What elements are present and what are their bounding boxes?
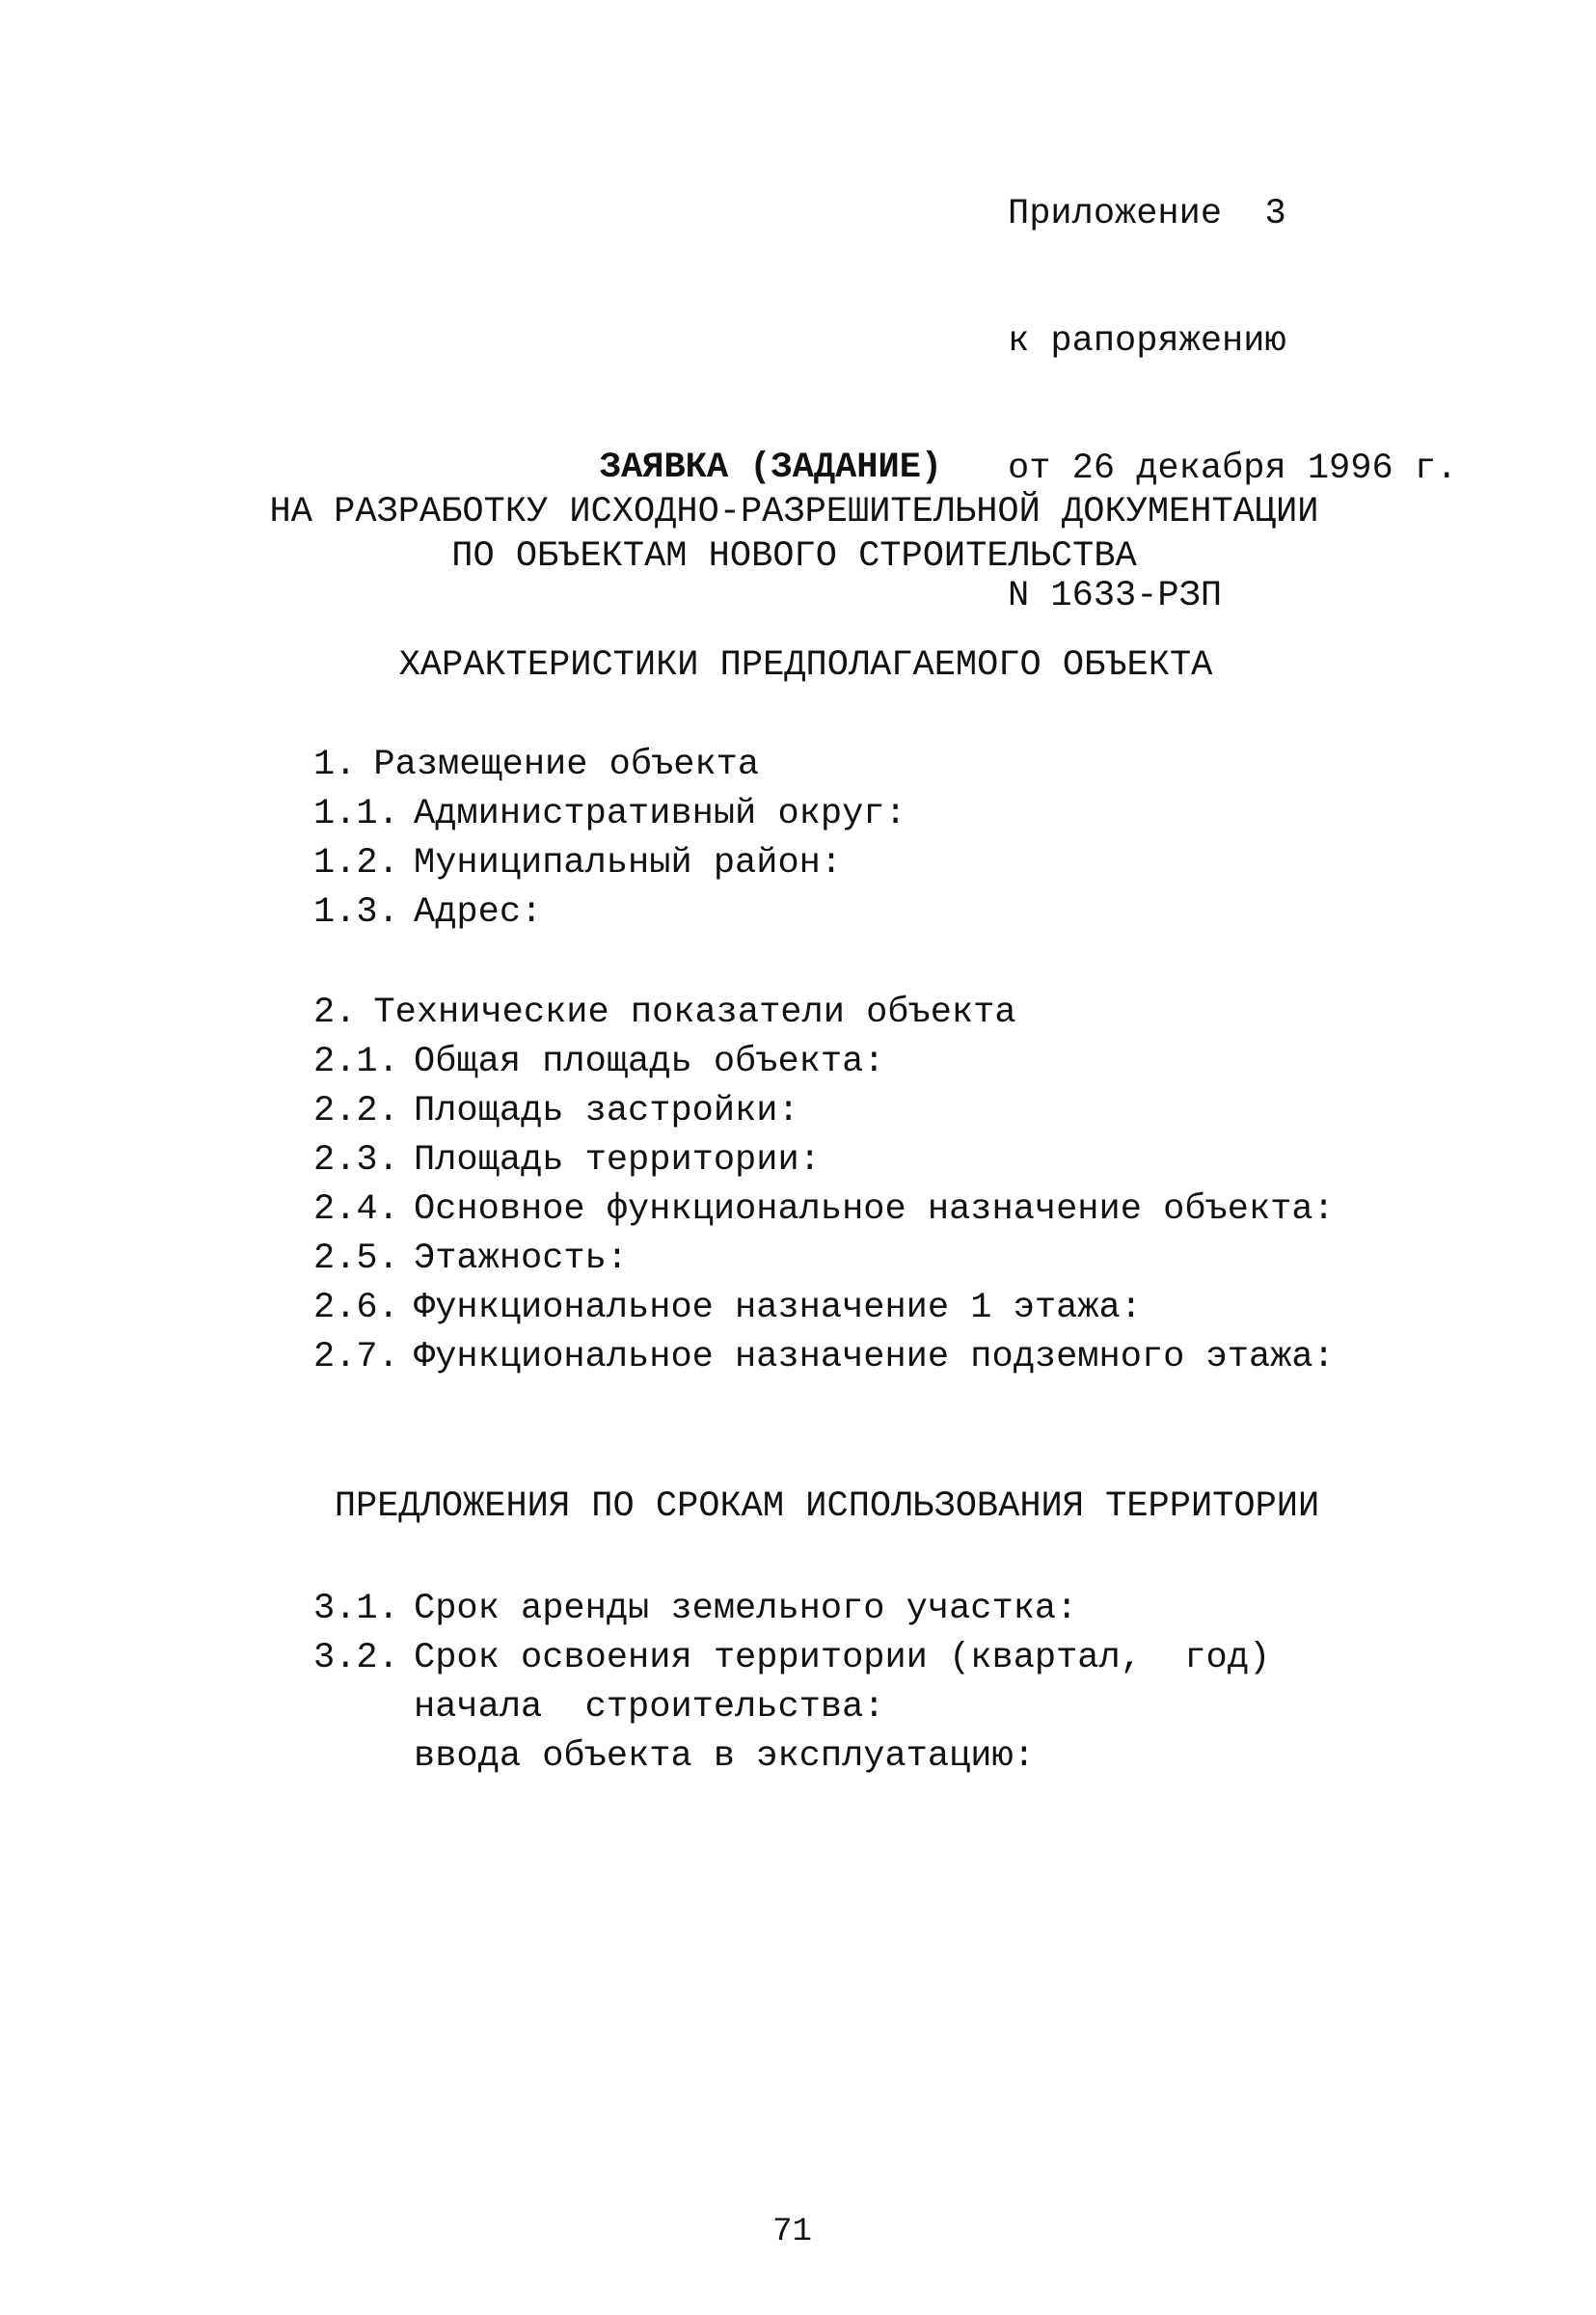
- item-label: Технические показатели объекта: [373, 993, 1016, 1033]
- item-number: 2.: [313, 993, 357, 1033]
- list-item: [313, 790, 906, 839]
- technical-section: [313, 989, 1335, 1382]
- appendix-line: Приложение 3: [1008, 194, 1286, 234]
- item-label: Общая площадь объекта:: [414, 1042, 885, 1082]
- item-label: Функциональное назначение 1 этажа:: [414, 1288, 1142, 1328]
- item-number: 2.2.: [313, 1091, 399, 1131]
- item-number: 3.1.: [313, 1589, 399, 1629]
- title-main: ЗАЯВКА (ЗАДАНИЕ): [599, 448, 943, 488]
- item-number: 2.4.: [313, 1189, 399, 1230]
- item-number: 2.7.: [313, 1337, 399, 1377]
- list-item: [313, 1087, 1335, 1136]
- item-label: Муниципальный район:: [414, 843, 843, 884]
- list-item: [313, 1585, 1270, 1634]
- item-number: 1.3.: [313, 892, 399, 933]
- placement-section: [313, 741, 906, 938]
- item-label: Функциональное назначение подземного этажа:: [414, 1337, 1335, 1377]
- list-item: [313, 1333, 1335, 1382]
- item-label: Площадь территории:: [414, 1140, 821, 1181]
- section-heading-terms: ПРЕДЛОЖЕНИЯ ПО СРОКАМ ИСПОЛЬЗОВАНИЯ ТЕРРИТОРИИ: [334, 1486, 1320, 1527]
- list-item: [313, 1235, 1335, 1284]
- list-item: [313, 1185, 1335, 1235]
- item-label: Этажность:: [414, 1239, 629, 1279]
- item-label: Срок освоения территории (квартал, год): [414, 1638, 1271, 1678]
- list-item: [313, 989, 1335, 1038]
- item-label: Площадь застройки:: [414, 1091, 799, 1131]
- appendix-reference: [1008, 108, 1457, 702]
- item-label: Срок аренды земельного участка:: [414, 1589, 1078, 1629]
- appendix-line: от 26 декабря 1996 г.: [1008, 449, 1458, 489]
- list-item: [313, 839, 906, 888]
- document-title: [0, 446, 1596, 579]
- title-line-1: НА РАЗРАБОТКУ ИСХОДНО-РАЗРЕШИТЕЛЬНОЙ ДОКУМЕНТАЦИИ: [269, 492, 1319, 532]
- item-label: Основное функциональное назначение объекта:: [414, 1189, 1335, 1230]
- item-number: 2.6.: [313, 1288, 399, 1328]
- item-number: 3.2.: [313, 1638, 399, 1678]
- item-number: 1.2.: [313, 843, 399, 884]
- item-number: 1.: [313, 745, 357, 785]
- item-number: 2.3.: [313, 1140, 399, 1181]
- item-label: Адрес:: [414, 892, 543, 933]
- list-item: [313, 1284, 1335, 1333]
- terms-section: [313, 1585, 1270, 1782]
- sub-item-label: начала строительства:: [414, 1687, 885, 1728]
- list-item: [313, 1136, 1335, 1185]
- list-item: [313, 888, 906, 938]
- list-item: [313, 1038, 1335, 1087]
- page-number: 71: [772, 2214, 812, 2250]
- appendix-line: к рапоряжению: [1008, 321, 1286, 362]
- section-heading-characteristics: ХАРАКТЕРИСТИКИ ПРЕДПОЛАГАЕМОГО ОБЪЕКТА: [398, 645, 1213, 686]
- list-item: [313, 741, 906, 790]
- item-number: 2.1.: [313, 1042, 399, 1082]
- list-item: [313, 1634, 1270, 1683]
- item-label: Размещение объекта: [373, 745, 760, 785]
- sub-item-label: ввода объекта в эксплуатацию:: [414, 1736, 1035, 1777]
- appendix-line: N 1633-РЗП: [1008, 576, 1223, 616]
- item-number: 1.1.: [313, 794, 399, 834]
- item-label: Административный округ:: [414, 794, 906, 834]
- item-number: 2.5.: [313, 1239, 399, 1279]
- title-line-2: ПО ОБЪЕКТАМ НОВОГО СТРОИТЕЛЬСТВА: [451, 536, 1137, 577]
